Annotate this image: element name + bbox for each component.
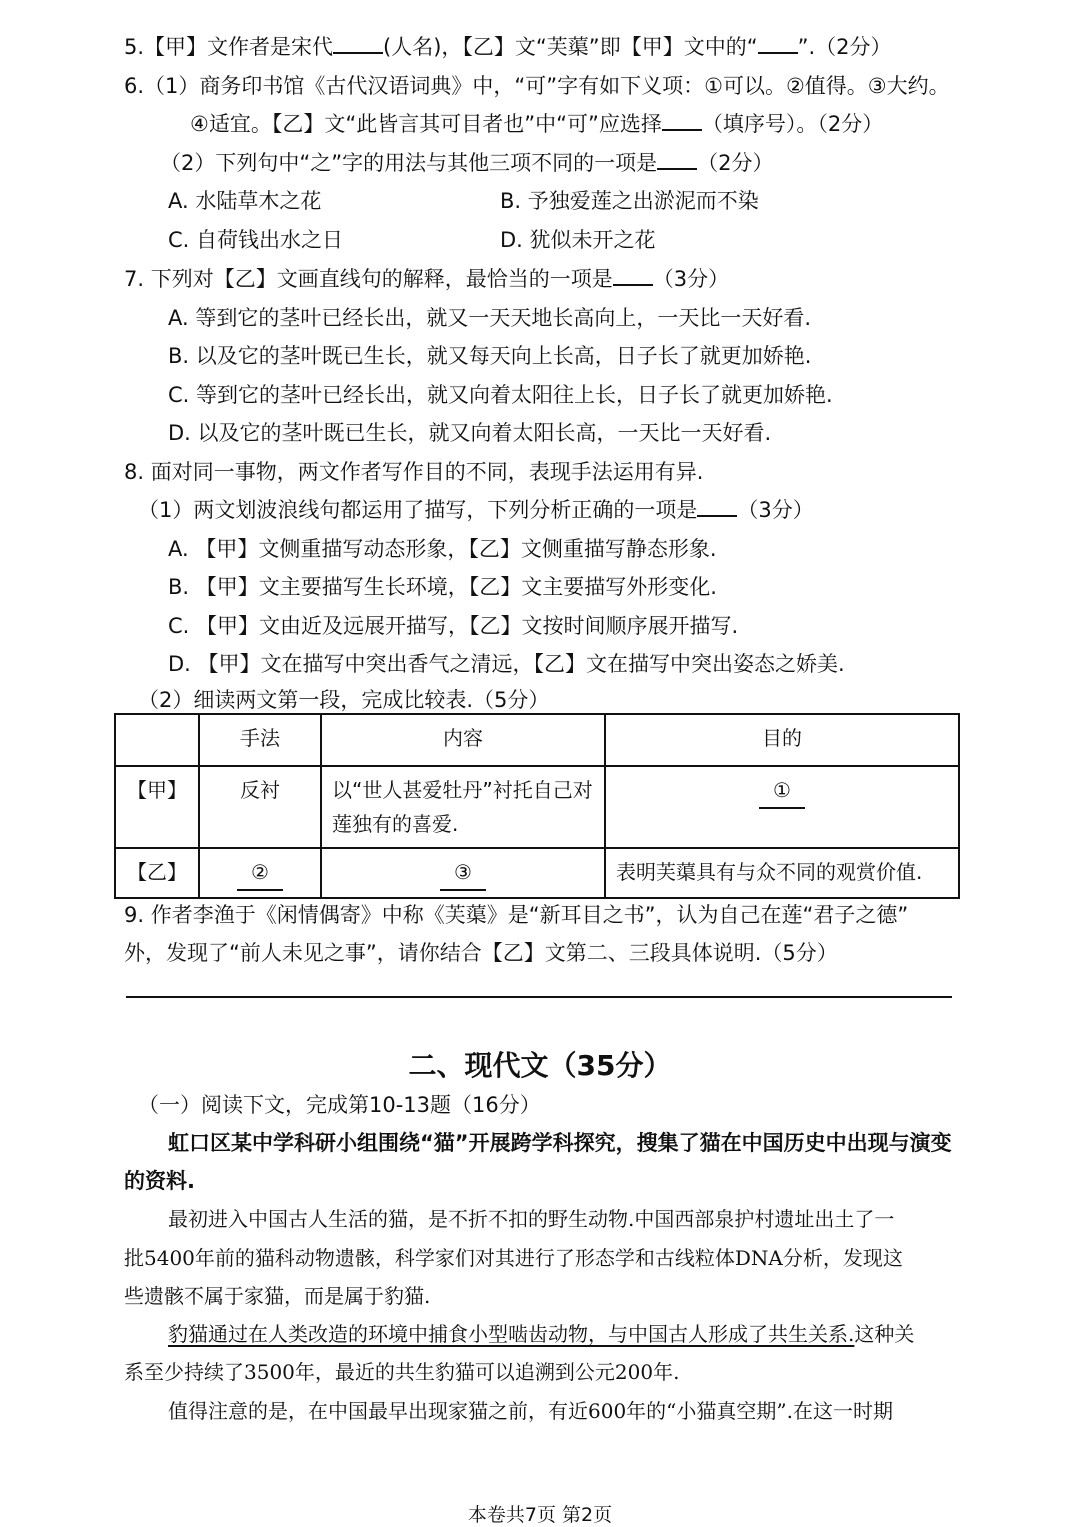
comparison-table bbox=[114, 713, 960, 899]
option-b: B. 以及它的茎叶既已生长，就又每天向上长高，日子长了就更加娇艳. bbox=[168, 344, 812, 368]
question-9-line1: 9. 作者李渔于《闲情偶寄》中称《芙蕖》是“新耳目之书”，认为自己在莲“君子之德” bbox=[124, 903, 909, 927]
table-cell[interactable] bbox=[605, 766, 959, 848]
answer-blank[interactable] bbox=[333, 32, 383, 54]
q8-sub1-text: （1）两文划波浪线句都运用了描写，下列分析正确的一项是 bbox=[138, 498, 698, 522]
passage-line bbox=[168, 1319, 914, 1349]
option-c: C. 等到它的茎叶已经长出，就又向着太阳往上长，日子长了就更加娇艳. bbox=[168, 383, 833, 407]
q6-sub2-text: （2）下列句中“之”字的用法与其他三项不同的一项是 bbox=[160, 151, 658, 175]
table-cell: 【甲】 bbox=[115, 766, 199, 848]
q5-text-a: 5.【甲】文作者是宋代 bbox=[124, 35, 334, 59]
question-7 bbox=[124, 264, 729, 294]
table-header-cell bbox=[115, 714, 199, 766]
intro-line-2: 的资料. bbox=[124, 1169, 195, 1193]
q7-stem: 7. 下列对【乙】文画直线句的解释，最恰当的一项是 bbox=[124, 267, 613, 291]
option-d: D. 【甲】文在描写中突出香气之清远，【乙】文在描写中突出姿态之娇美. bbox=[168, 652, 845, 676]
q5-text-c: ”.（2分） bbox=[797, 35, 892, 59]
answer-blank[interactable] bbox=[662, 109, 702, 131]
q6-text-a: ④适宜。【乙】文“此皆言其可目者也”中“可”应选择 bbox=[190, 112, 662, 136]
option-c: C. 【甲】文由近及远展开描写，【乙】文按时间顺序展开描写. bbox=[168, 614, 739, 638]
answer-blank[interactable] bbox=[657, 148, 697, 170]
answer-blank[interactable] bbox=[613, 264, 653, 286]
answer-blank-2[interactable]: ② bbox=[237, 855, 283, 891]
option-c: C. 自荷钱出水之日 bbox=[168, 228, 344, 252]
question-8-sub1 bbox=[138, 495, 814, 525]
table-row bbox=[115, 848, 959, 898]
answer-blank[interactable] bbox=[758, 32, 798, 54]
table-cell: 【乙】 bbox=[115, 848, 199, 898]
passage-line: 最初进入中国古人生活的猫，是不折不扣的野生动物.中国西部泉护村遗址出土了一 bbox=[168, 1207, 895, 1231]
q7-score: （3分） bbox=[652, 267, 730, 291]
question-6-line1: 6.（1）商务印书馆《古代汉语词典》中，“可”字有如下义项：①可以。②值得。③大约。 bbox=[124, 74, 950, 98]
question-6-line2 bbox=[190, 109, 883, 139]
table-header-cell: 目的 bbox=[605, 714, 959, 766]
underlined-sentence: 豹猫通过在人类改造的环境中捕食小型啮齿动物，与中国古人形成了共生关系. bbox=[168, 1322, 855, 1346]
intro-line-1: 虹口区某中学科研小组围绕“猫”开展跨学科探究，搜集了猫在中国历史中出现与演变 bbox=[168, 1131, 952, 1155]
table-header-cell: 内容 bbox=[321, 714, 605, 766]
question-5 bbox=[124, 32, 892, 62]
answer-blank-3[interactable]: ③ bbox=[440, 855, 486, 891]
table-cell: 以“世人甚爱牡丹”衬托自己对莲独有的喜爱. bbox=[321, 766, 605, 848]
section-subtitle: （一）阅读下文，完成第10-13题（16分） bbox=[138, 1093, 541, 1117]
page-footer: 本卷共7页 第2页 bbox=[467, 1504, 613, 1526]
table-cell: 反衬 bbox=[199, 766, 321, 848]
passage-line: 些遗骸不属于家猫，而是属于豹猫. bbox=[124, 1284, 431, 1308]
answer-blank[interactable] bbox=[697, 495, 737, 517]
option-a: A. 水陆草木之花 bbox=[168, 189, 322, 213]
question-8: 8. 面对同一事物，两文作者写作目的不同，表现手法运用有异. bbox=[124, 460, 704, 484]
q6-text-b: （填序号）。（2分） bbox=[701, 112, 884, 136]
passage-line: 值得注意的是，在中国最早出现家猫之前，有近600年的“小猫真空期”.在这一时期 bbox=[168, 1399, 893, 1423]
table-cell[interactable] bbox=[199, 848, 321, 898]
answer-line[interactable] bbox=[126, 996, 952, 998]
question-6-sub2 bbox=[160, 148, 774, 178]
table-header-cell: 手法 bbox=[199, 714, 321, 766]
passage-line: 批5400年前的猫科动物遗骸，科学家们对其进行了形态学和古线粒体DNA分析，发现这 bbox=[124, 1246, 903, 1270]
table-row bbox=[115, 766, 959, 848]
option-b: B. 【甲】文主要描写生长环境，【乙】文主要描写外形变化. bbox=[168, 575, 717, 599]
table-cell[interactable] bbox=[321, 848, 605, 898]
table-cell: 表明芙蕖具有与众不同的观赏价值. bbox=[605, 848, 959, 898]
section-title: 二、现代文（35分） bbox=[408, 1049, 672, 1082]
q8-sub1-score: （3分） bbox=[737, 498, 814, 522]
option-a: A. 【甲】文侧重描写动态形象，【乙】文侧重描写静态形象. bbox=[168, 537, 717, 561]
option-d: D. 犹似未开之花 bbox=[500, 228, 656, 252]
passage-line: 系至少持续了3500年，最近的共生豹猫可以追溯到公元200年. bbox=[124, 1360, 680, 1384]
answer-blank-1[interactable]: ① bbox=[759, 773, 805, 809]
question-8-sub2: （2）细读两文第一段，完成比较表.（5分） bbox=[138, 688, 550, 712]
question-9-line2: 外，发现了“前人未见之事”，请你结合【乙】文第二、三段具体说明.（5分） bbox=[124, 941, 838, 965]
table-header-row bbox=[115, 714, 959, 766]
option-b: B. 予独爱莲之出淤泥而不染 bbox=[500, 189, 759, 213]
q6-sub2-score: （2分） bbox=[697, 151, 774, 175]
option-a: A. 等到它的茎叶已经长出，就又一天天地长高向上，一天比一天好看. bbox=[168, 306, 812, 330]
option-d: D. 以及它的茎叶既已生长，就又向着太阳长高，一天比一天好看. bbox=[168, 421, 772, 445]
q5-text-b: (人名)，【乙】文“芙蕖”即【甲】文中的“ bbox=[383, 35, 758, 59]
passage-text: 这种关 bbox=[854, 1322, 915, 1346]
